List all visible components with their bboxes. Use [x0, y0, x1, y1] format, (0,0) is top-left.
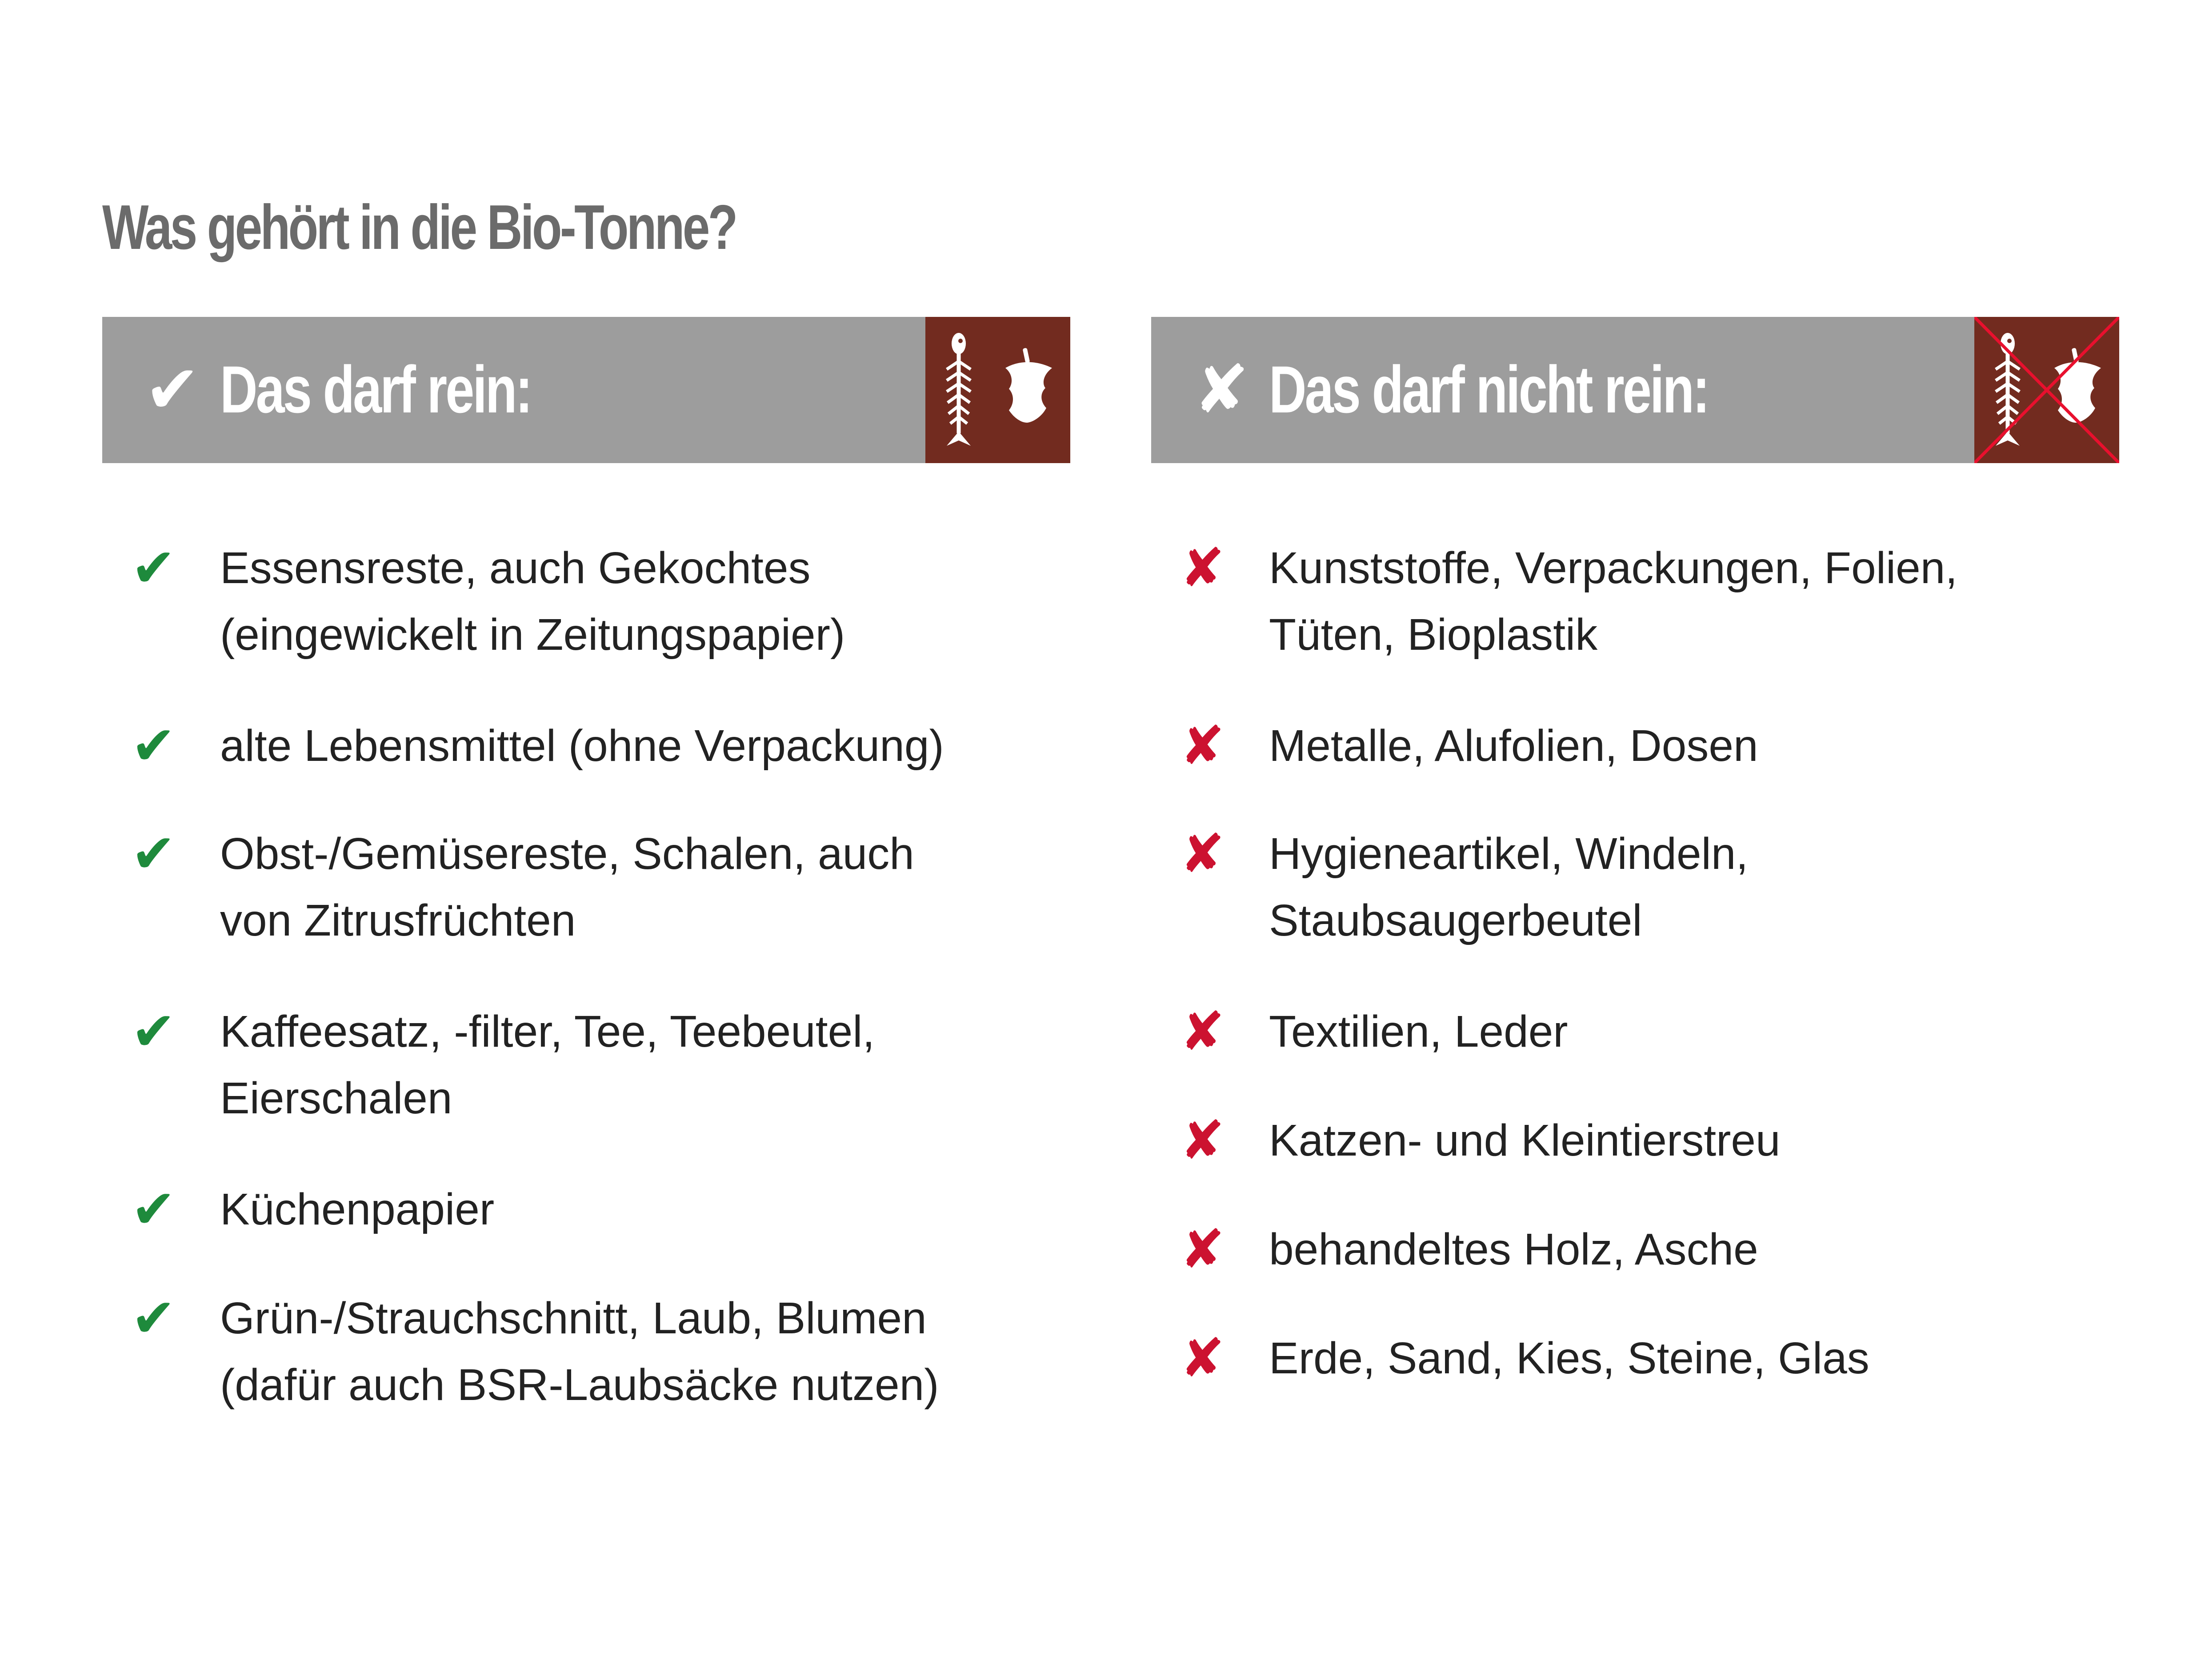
- list-item-text: Kaffeesatz, -filter, Tee, Teebeutel, Eierschalen: [220, 1007, 875, 1123]
- forbidden-header-label: Das darf nicht rein:: [1269, 352, 1709, 427]
- list-item-text: Essensreste, auch Gekochtes (eingewickelt in Zeitungspapier): [220, 543, 845, 660]
- list-item-text: alte Lebensmittel (ohne Verpackung): [220, 721, 944, 771]
- checkmark-icon: ✔: [144, 352, 200, 427]
- list-item-text: Hygieneartikel, Windeln, Staubsaugerbeutel: [1269, 829, 1749, 945]
- forbidden-header: [1151, 317, 2119, 463]
- list-item-text: Grün-/Strauchschnitt, Laub, Blumen (dafür auch BSR-Laubsäcke nutzen): [220, 1293, 939, 1410]
- checkmark-icon: ✔: [131, 716, 176, 776]
- list-item-text: Metalle, Alufolien, Dosen: [1269, 721, 1758, 771]
- list-item-text: Katzen- und Kleintierstreu: [1269, 1116, 1781, 1165]
- checkmark-icon: ✔: [131, 824, 176, 884]
- fish-bone-and-apple-core-icon: [925, 317, 1070, 463]
- checkmark-icon: ✔: [131, 1002, 176, 1061]
- page-title: Was gehört in die Bio-Tonne?: [102, 192, 736, 263]
- list-item-text: behandeltes Holz, Asche: [1269, 1224, 1758, 1274]
- allowed-header-label: Das darf rein:: [220, 352, 531, 427]
- cross-icon: ✘: [1193, 352, 1249, 427]
- cross-icon: ✘: [1180, 824, 1225, 884]
- allowed-panel: [102, 317, 1070, 1410]
- cross-icon: ✘: [1180, 1002, 1225, 1061]
- allowed-header: [102, 317, 1070, 463]
- list-item-text: Erde, Sand, Kies, Steine, Glas: [1269, 1333, 1869, 1383]
- cross-icon: ✘: [1180, 1111, 1225, 1170]
- list-item-text: Küchenpapier: [220, 1184, 495, 1234]
- cross-icon: ✘: [1180, 716, 1225, 776]
- crossed-out-fish-bone-and-apple-core-icon: [1974, 317, 2119, 463]
- checkmark-icon: ✔: [131, 1180, 176, 1239]
- list-item-text: Obst-/Gemüsereste, Schalen, auch von Zitrusfrüchten: [220, 829, 914, 945]
- cross-icon: ✘: [1180, 1220, 1225, 1279]
- checkmark-icon: ✔: [131, 1288, 176, 1348]
- list-item-text: Kunststoffe, Verpackungen, Folien, Tüten, Bioplastik: [1269, 543, 1958, 660]
- cross-icon: ✘: [1180, 538, 1225, 598]
- cross-icon: ✘: [1180, 1328, 1225, 1388]
- list-item-text: Textilien, Leder: [1269, 1007, 1568, 1056]
- checkmark-icon: ✔: [131, 538, 176, 598]
- forbidden-panel: [1151, 317, 2119, 1388]
